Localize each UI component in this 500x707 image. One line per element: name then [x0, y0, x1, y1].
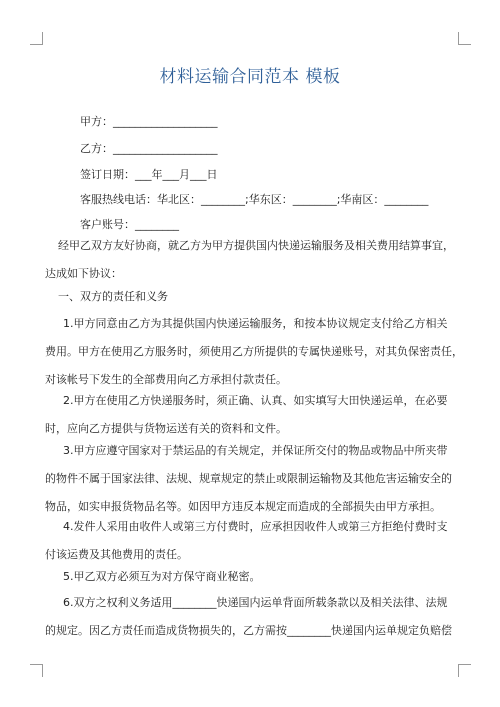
text-line: 3.甲方应遵守国家对于禁运品的有关规定，并保证所交付的物品或物品中所夹带 — [63, 444, 448, 457]
text-line: 经甲乙双方友好协商，就乙方为甲方提供国内快递运输服务及相关费用结算事宜， — [58, 239, 454, 252]
party-a-field: 甲方：___________________ — [80, 115, 218, 128]
party-b-field: 乙方：___________________ — [80, 142, 218, 155]
text-line: 5.甲乙双方必须互为对方保守商业秘密。 — [63, 570, 261, 583]
text-line: 对该帐号下发生的全部费用向乙方承担付款责任。 — [45, 373, 287, 386]
crop-mark-top-right — [458, 32, 471, 45]
text-line: 2.甲方在使用乙方快递服务时，须正确、认真、如实填写大田快递运单，在必要 — [63, 394, 448, 407]
account-field: 客户账号：________ — [80, 218, 179, 231]
text-line: 4.发件人采用由收件人或第三方付费时，应承担因收件人或第三方拒绝付费时支 — [63, 520, 448, 533]
clause-6 — [45, 596, 465, 652]
text-line: 费用。甲方在使用乙方服务时，须使用乙方所提供的专属快递账号，对其负保密责任， — [45, 345, 463, 358]
text-line: 1.甲方同意由乙方为其提供国内快递运输服务，和按本协议规定支付给乙方相关 — [63, 317, 448, 330]
text-line: 物品，如实申报货物品名等。如因甲方违反本规定而造成的全部损失由甲方承担。 — [45, 500, 441, 513]
hotline-field: 客服热线电话：华北区：________;华东区：________;华南区：________ — [80, 193, 429, 206]
sign-date-field: 签订日期：___年___月___日 — [80, 168, 218, 181]
clause-1 — [45, 317, 465, 401]
text-line: 的物件不属于国家法律、法规、规章规定的禁止或限制运输物及其他危害运输安全的 — [45, 472, 452, 485]
crop-mark-top-left — [30, 32, 43, 45]
text-line: 的规定。因乙方责任而造成货物损失的，乙方需按________快递国内运单规定负赔偿 — [45, 624, 452, 637]
document-title: 材料运输合同范本 模板 — [159, 67, 341, 87]
clause-2 — [45, 394, 465, 450]
text-line: 时，应向乙方提供与货物运送有关的资料和文件。 — [45, 422, 287, 435]
clause-5 — [45, 570, 465, 598]
text-line: 6.双方之权利义务适用________快递国内运单背面所载条款以及相关法律、法规 — [63, 596, 448, 609]
text-line: 一、双方的责任和义务 — [58, 290, 168, 303]
crop-mark-bottom-left — [30, 664, 43, 677]
intro-paragraph — [45, 239, 478, 295]
clause-3 — [45, 444, 465, 528]
clause-4 — [45, 520, 465, 576]
text-line: 达成如下协议： — [45, 267, 122, 280]
section-heading — [58, 290, 478, 318]
crop-mark-bottom-right — [458, 664, 471, 677]
text-line: 付该运费及其他费用的责任。 — [45, 548, 188, 561]
